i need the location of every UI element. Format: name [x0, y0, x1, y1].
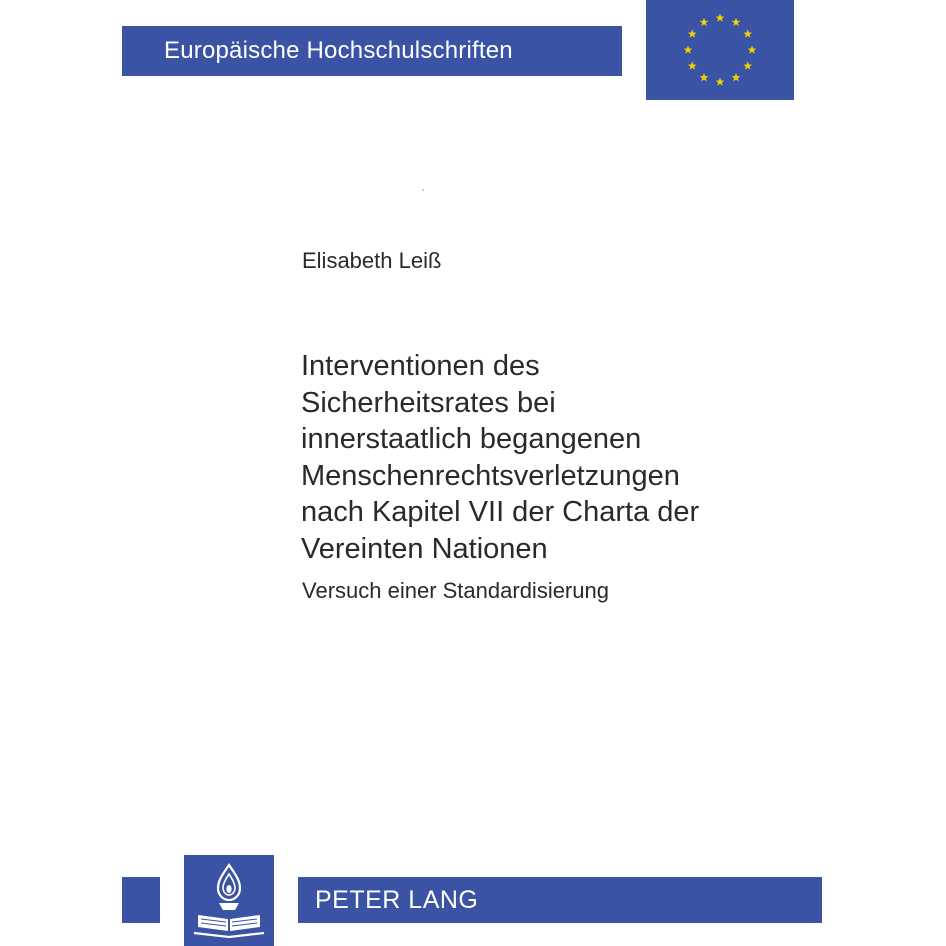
- star-icon: [684, 45, 693, 53]
- eu-flag-icon: [646, 0, 794, 100]
- star-icon: [732, 18, 741, 26]
- book-title-line: Interventionen des: [301, 350, 540, 382]
- book-title-line: Menschenrechtsverletzungen: [301, 459, 680, 492]
- author-name: Elisabeth Leiß: [302, 248, 442, 273]
- book-title-line: innerstaatlich begangenen: [301, 423, 642, 455]
- lamp-base-icon: [219, 903, 239, 910]
- publisher-logo: [184, 855, 274, 946]
- book-title-line: Sicherheitsrates bei: [301, 386, 556, 419]
- star-icon: [743, 61, 752, 69]
- star-icon: [700, 18, 709, 26]
- star-icon: [688, 61, 697, 69]
- star-icon: [732, 73, 741, 81]
- star-icon: [688, 29, 697, 37]
- footer-left-block: [122, 877, 160, 923]
- book-subtitle: Versuch einer Standardisierung: [302, 578, 609, 603]
- star-icon: [700, 73, 709, 81]
- book-title: [301, 348, 699, 567]
- book-title-line: nach Kapitel VII der Charta der: [301, 496, 700, 528]
- book-title-line: Vereinten Nationen: [301, 532, 548, 565]
- eu-flag: [646, 0, 794, 100]
- flame-core-icon: [226, 885, 231, 893]
- star-icon: [716, 13, 725, 21]
- book-base-icon: [194, 933, 264, 937]
- series-band: [122, 26, 622, 76]
- star-icon: [716, 77, 725, 85]
- series-title: Europäische Hochschulschriften: [164, 37, 513, 64]
- star-icon: [743, 29, 752, 37]
- peter-lang-logo-icon: [184, 855, 274, 946]
- star-icon: [748, 45, 757, 53]
- publisher-name: PETER LANG: [315, 886, 479, 914]
- publisher-band: [298, 877, 822, 923]
- decorative-dot: [422, 189, 424, 191]
